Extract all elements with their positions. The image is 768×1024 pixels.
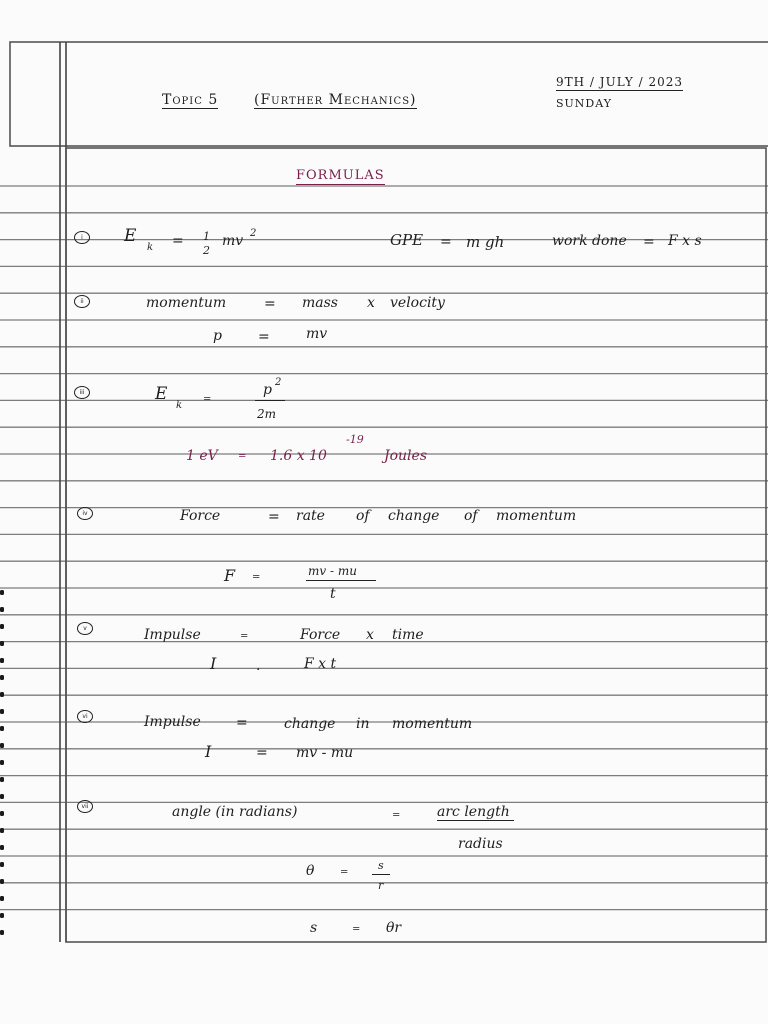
r-denominator: r xyxy=(378,879,384,892)
arc-length: arc length xyxy=(437,804,514,821)
momentum-word: momentum xyxy=(392,716,473,732)
denominator: t xyxy=(330,586,336,602)
impulse-word: Impulse xyxy=(144,627,201,643)
mass-word: mass xyxy=(302,295,338,311)
equals: = xyxy=(203,394,212,405)
ek-symbol: E xyxy=(124,226,137,246)
ev-value: 1.6 x 10 xyxy=(270,448,327,464)
momentum-word: momentum xyxy=(496,508,577,524)
radius-word: radius xyxy=(458,836,503,852)
impulse-symbol: I xyxy=(210,654,217,673)
equals: = xyxy=(172,233,184,249)
time-word: time xyxy=(392,627,424,643)
equals: = xyxy=(352,924,361,935)
of-word: of xyxy=(356,508,370,524)
impulse-rhs: mv - mu xyxy=(296,745,354,761)
ev-label: 1 eV xyxy=(186,448,218,464)
theta-r: θr xyxy=(386,920,402,936)
equals: = xyxy=(238,451,247,462)
fraction-bar xyxy=(255,400,285,401)
angle-words: angle (in radians) xyxy=(172,804,298,820)
change-word: change xyxy=(388,508,440,524)
mv-rhs: mv xyxy=(306,326,328,342)
item-number: v xyxy=(77,622,93,635)
force-symbol: F xyxy=(224,566,236,585)
equals: = xyxy=(340,867,349,878)
fraction-bar xyxy=(306,580,376,581)
date-text: 9TH / JULY / 2023 xyxy=(556,75,684,89)
equals: = xyxy=(240,631,249,642)
equals: = xyxy=(258,329,270,345)
theta-symbol: θ xyxy=(306,863,315,879)
s-numerator: s xyxy=(378,859,384,872)
equals: = xyxy=(440,234,452,250)
work-rhs: F x s xyxy=(668,233,702,249)
equals: = xyxy=(268,509,280,525)
impulse-word: Impulse xyxy=(144,714,201,730)
impulse-rhs: F x t xyxy=(304,656,337,672)
item-number: iii xyxy=(74,386,90,399)
change-word: change xyxy=(284,716,336,732)
impulse-symbol: I xyxy=(205,742,212,761)
half-numerator: 1 xyxy=(203,230,210,243)
half-denominator: 2 xyxy=(203,244,210,257)
ev-exponent: -19 xyxy=(346,433,364,446)
denominator-2m: 2m xyxy=(257,407,277,421)
times: x xyxy=(367,295,375,311)
p-squared: p xyxy=(263,382,272,398)
velocity-word: velocity xyxy=(390,295,445,311)
equals: = xyxy=(236,715,248,731)
joules-word: Joules xyxy=(384,448,428,464)
item-number: vi xyxy=(77,710,93,723)
equals: = xyxy=(392,810,401,821)
ek-symbol: E xyxy=(155,384,168,404)
item-number: i xyxy=(74,231,90,244)
ek-subscript: k xyxy=(176,400,183,411)
mv-squared: mv xyxy=(222,233,244,249)
gpe-label: GPE xyxy=(390,231,424,249)
momentum-word: momentum xyxy=(146,295,227,311)
equals: = xyxy=(264,296,276,312)
rate-word: rate xyxy=(296,508,325,524)
item-number: iv xyxy=(77,507,93,520)
work-label: work done xyxy=(552,233,627,249)
fraction-bar xyxy=(372,874,390,875)
topic-label: Topic 5 xyxy=(162,92,219,108)
of-word: of xyxy=(464,508,478,524)
times: x xyxy=(366,627,374,643)
day-text: SUNDAY xyxy=(556,97,613,110)
topic-title: (Further Mechanics) xyxy=(254,92,417,108)
gpe-rhs: m gh xyxy=(466,233,505,251)
equals: . xyxy=(256,658,261,674)
s-symbol: s xyxy=(310,920,318,936)
p-symbol: p xyxy=(213,328,222,344)
force-word: Force xyxy=(180,508,221,524)
numerator: mv - mu xyxy=(308,564,357,578)
equals: = xyxy=(256,745,268,761)
mv-exponent: 2 xyxy=(250,228,257,239)
in-word: in xyxy=(356,716,370,732)
equals: = xyxy=(252,572,261,583)
page-heading: FORMULAS xyxy=(296,168,385,183)
ek-subscript: k xyxy=(147,242,154,253)
item-number: vii xyxy=(77,800,93,813)
force-word: Force xyxy=(300,627,341,643)
equals: = xyxy=(643,234,655,250)
p-exponent: 2 xyxy=(275,377,282,388)
item-number: ii xyxy=(74,295,90,308)
